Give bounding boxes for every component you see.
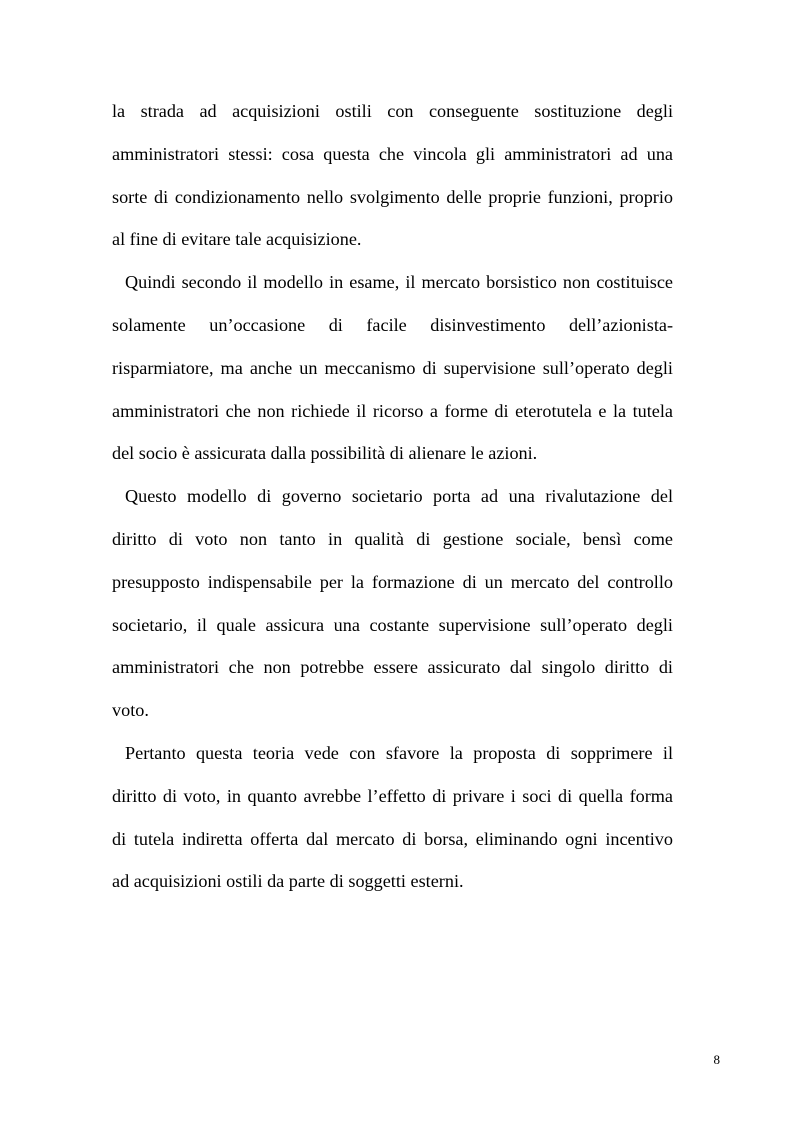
text-line: di tutela indiretta offerta dal mercato di borsa, eliminando ogni incentivo: [112, 828, 673, 849]
page-number: 8: [713, 1052, 720, 1067]
text-line: voto.: [112, 700, 149, 721]
paragraph-1: [112, 90, 673, 261]
text-line: ad acquisizioni ostili da parte di soggetti esterni.: [112, 871, 464, 892]
text-line: presupposto indispensabile per la formazione di un mercato del controllo: [112, 571, 673, 592]
text-line: sorte di condizionamento nello svolgimento delle proprie funzioni, proprio: [112, 186, 673, 207]
text-line: risparmiatore, ma anche un meccanismo di supervisione sull’operato degli: [112, 357, 673, 378]
text-line: la strada ad acquisizioni ostili con conseguente sostituzione degli: [112, 101, 673, 121]
text-line: diritto di voto non tanto in qualità di gestione sociale, bensì come: [112, 528, 673, 549]
text-line: Questo modello di governo societario porta ad una rivalutazione del: [125, 486, 673, 507]
text-line: societario, il quale assicura una costante supervisione sull’operato degli: [112, 614, 673, 635]
page-body: [112, 90, 673, 903]
text-line: amministratori che non potrebbe essere assicurato dal singolo diritto di: [112, 657, 673, 678]
paragraph-4: [112, 732, 673, 903]
text-line: diritto di voto, in quanto avrebbe l’effetto di privare i soci di quella forma: [112, 785, 673, 806]
text-line: solamente un’occasione di facile disinvestimento dell’azionista-: [112, 314, 673, 335]
text-line: al fine di evitare tale acquisizione.: [112, 229, 362, 250]
text-line: amministratori stessi: cosa questa che vincola gli amministratori ad una: [112, 143, 673, 164]
paragraph-3: [112, 475, 673, 732]
text-line: Quindi secondo il modello in esame, il mercato borsistico non costituisce: [125, 272, 673, 293]
text-line: amministratori che non richiede il ricorso a forme di eterotutela e la tutela: [112, 400, 673, 421]
paragraph-2: [112, 261, 673, 475]
text-line: del socio è assicurata dalla possibilità di alienare le azioni.: [112, 443, 538, 464]
text-line: Pertanto questa teoria vede con sfavore la proposta di sopprimere il: [125, 742, 673, 763]
